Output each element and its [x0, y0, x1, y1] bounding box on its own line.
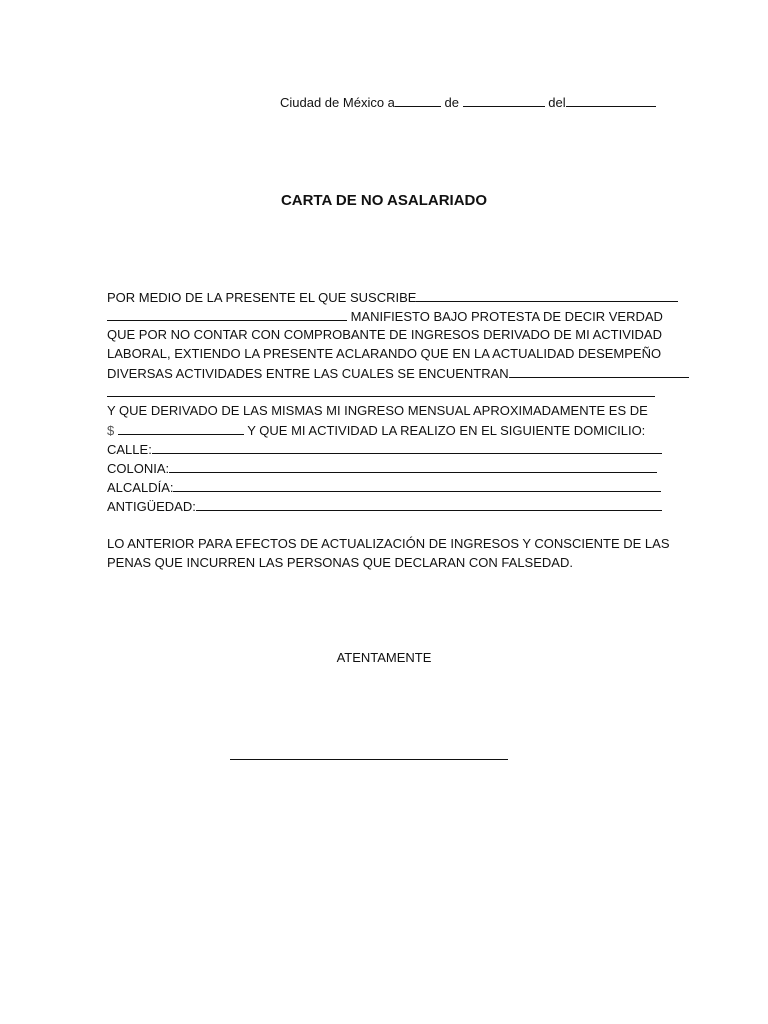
month-blank[interactable]: [463, 94, 545, 107]
name-blank[interactable]: [416, 289, 678, 302]
body-line-8: [107, 422, 645, 439]
dollar-sign: $: [107, 423, 115, 438]
body-text: Y QUE MI ACTIVIDAD LA REALIZO EN EL SIGUIENTE DOMICILIO:: [247, 423, 646, 438]
antiguedad-blank[interactable]: [196, 498, 662, 511]
body-line-1: [107, 289, 678, 306]
body-line-7: Y QUE DERIVADO DE LAS MISMAS MI INGRESO MENSUAL APROXIMADAMENTE ES DE: [107, 403, 648, 418]
body-line-4: LABORAL, EXTIENDO LA PRESENTE ACLARANDO QUE EN LA ACTUALIDAD DESEMPEÑO: [107, 346, 662, 361]
colonia-row: [107, 460, 657, 477]
colonia-label: COLONIA:: [107, 461, 170, 476]
activities-blank[interactable]: [509, 365, 689, 378]
year-blank[interactable]: [566, 94, 656, 107]
body-text: MANIFIESTO BAJO PROTESTA DE DECIR VERDAD: [350, 309, 663, 324]
income-blank[interactable]: [118, 422, 244, 435]
alcaldia-label: ALCALDÍA:: [107, 480, 174, 495]
name-blank-continued[interactable]: [107, 308, 347, 321]
closing-salutation: ATENTAMENTE: [336, 650, 432, 665]
del-label: del: [548, 95, 566, 110]
antiguedad-row: [107, 498, 662, 515]
closing-line-1: LO ANTERIOR PARA EFECTOS DE ACTUALIZACIÓN DE INGRESOS Y CONSCIENTE DE LAS: [107, 536, 670, 551]
day-blank[interactable]: [395, 94, 441, 107]
alcaldia-row: [107, 479, 661, 496]
body-line-6: [107, 384, 655, 401]
calle-row: [107, 441, 662, 458]
calle-blank[interactable]: [152, 441, 662, 454]
body-text: DIVERSAS ACTIVIDADES ENTRE LAS CUALES SE ENCUENTRAN: [107, 366, 509, 381]
document-title: CARTA DE NO ASALARIADO: [280, 192, 488, 209]
body-line-2: [107, 308, 663, 325]
colonia-blank[interactable]: [169, 460, 657, 473]
date-line: [280, 94, 656, 110]
body-text: POR MEDIO DE LA PRESENTE EL QUE SUSCRIBE: [107, 290, 417, 305]
activities-blank-continued[interactable]: [107, 384, 655, 397]
antiguedad-label: ANTIGÜEDAD:: [107, 499, 196, 514]
alcaldia-blank[interactable]: [173, 479, 661, 492]
closing-line-2: PENAS QUE INCURREN LAS PERSONAS QUE DECLARAN CON FALSEDAD.: [107, 555, 573, 570]
calle-label: CALLE:: [107, 442, 152, 457]
signature-line[interactable]: [230, 759, 508, 760]
body-line-3: QUE POR NO CONTAR CON COMPROBANTE DE INGRESOS DERIVADO DE MI ACTIVIDAD: [107, 327, 662, 342]
body-line-5: [107, 365, 689, 382]
city-prefix: Ciudad de México a: [280, 95, 395, 110]
de-label: de: [444, 95, 459, 110]
